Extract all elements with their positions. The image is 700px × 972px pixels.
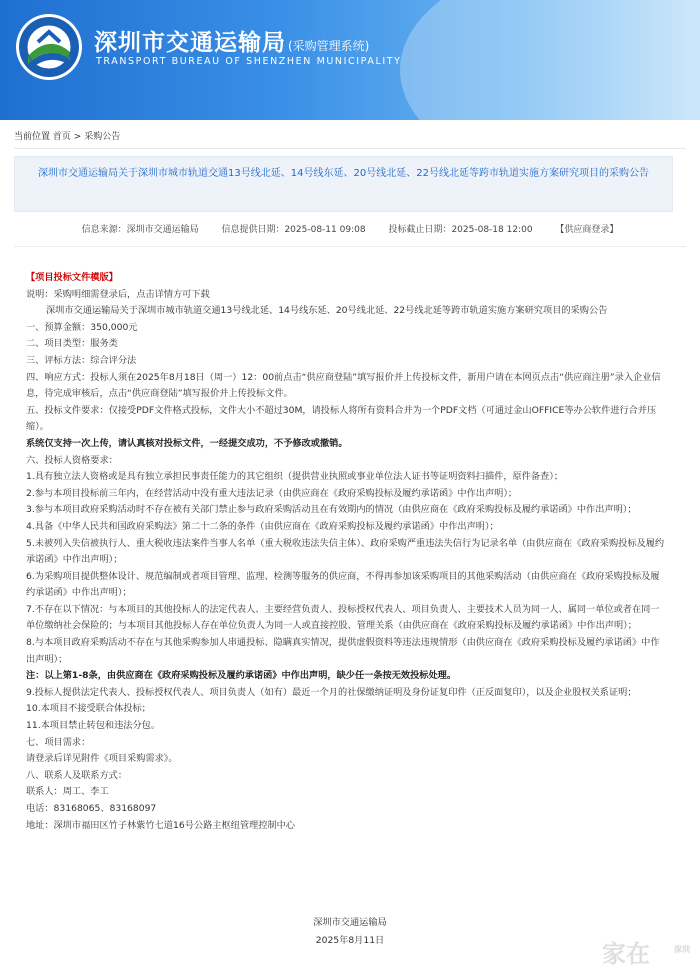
meta-source: 信息来源：深圳市交通运输局 bbox=[81, 225, 199, 235]
site-title-main: 深圳市交通运输局 bbox=[94, 30, 286, 56]
header-glow bbox=[400, 0, 700, 120]
notice-title: 深圳市交通运输局关于深圳市城市轨道交通13号线北延、14号线东延、20号线北延、22号线北延等跨市轨道实施方案研究项目的采购公告 bbox=[38, 168, 649, 179]
breadcrumb-home[interactable]: 首页 bbox=[52, 132, 71, 142]
upload-warning: 系统仅支持一次上传，请认真核对投标文件，一经提交成功，不予修改或撤销。 bbox=[26, 437, 348, 449]
meta-provided-date: 信息提供日期：2025-08-11 09:08 bbox=[221, 225, 366, 235]
breadcrumb bbox=[14, 129, 120, 142]
file-requirement-text: 五、投标文件要求：仅接受PDF文件格式投标，文件大小不超过30M，请投标人将所有资料合并为一个PDF文档（可通过金山OFFICE等办公软件进行合并压缩）。 bbox=[26, 404, 657, 433]
contact-title: 八、联系人及联系方式： bbox=[26, 769, 128, 781]
site-title bbox=[94, 24, 369, 57]
qualification-1: 1.具有独立法人资格或是具有独立承担民事责任能力的其它组织（提供营业执照或事业单位法人证书等证明资料扫描件，原件备查）； bbox=[26, 471, 564, 483]
watermark bbox=[602, 934, 694, 968]
qualification-7: 7.不存在以下情况：与本项目的其他投标人的法定代表人、主要经营负责人、投标授权代表人、项目负责人、主要技术人员为同一人、属同一单位或者在同一单位缴纳社会保险的；与本项目其他投标人存在单位负责人为同一人或直接控股、管理关系（由供应商在《政府采购投标及履约承诺函》中作出声明）； bbox=[26, 603, 660, 632]
watermark-text: 家在 bbox=[602, 940, 650, 968]
breadcrumb-separator: > bbox=[73, 132, 82, 142]
qualification-2: 2.参与本项目投标前三年内，在经营活动中没有重大违法记录（由供应商在《政府采购投标及履约承诺函》中作出声明）； bbox=[26, 487, 518, 499]
bureau-logo-icon bbox=[14, 12, 84, 82]
qualification-10: 10.本项目不接受联合体投标； bbox=[26, 703, 151, 715]
breadcrumb-divider bbox=[14, 148, 686, 149]
site-title-sub: (采购管理系统) bbox=[288, 39, 370, 53]
breadcrumb-label: 当前位置 bbox=[14, 132, 51, 142]
budget-text: 一、预算金额：350,000元 bbox=[26, 321, 138, 333]
site-header bbox=[0, 0, 700, 120]
qualification-6: 6.为采购项目提供整体设计、规范编制或者项目管理、监理、检测等服务的供应商，不得再参加该采购项目的其他采购活动（由供应商在《政府采购投标及履约承诺函》中作出声明）； bbox=[26, 570, 660, 599]
watermark-small-text: 深圳 bbox=[674, 945, 690, 954]
qualification-5: 5.未被列入失信被执行人、重大税收违法案件当事人名单（重大税收违法失信主体）、政府采购严重违法失信行为记录名单（由供应商在《政府采购投标及履约承诺函》中作出声明）； bbox=[26, 537, 665, 566]
notice-title-box bbox=[14, 156, 673, 212]
response-text: 四、响应方式：投标人须在2025年8月18日（周一）12：00前点击“供应商登陆”填写报价并上传投标文件，新用户请在本网页点击“供应商注册”录入企业信息，待完成审核后，点击“供应商登陆”填写报价并上传投标文件。 bbox=[26, 371, 661, 400]
qualification-note: 注：以上第1-8条，由供应商在《政府采购投标及履约承诺函》中作出声明，缺少任一条按无效投标处理。 bbox=[26, 670, 457, 682]
project-type-text: 二、项目类型：服务类 bbox=[26, 338, 118, 350]
qualification-11: 11.本项目禁止转包和违法分包。 bbox=[26, 720, 161, 732]
footer-date: 2025年8月11日 bbox=[315, 935, 385, 946]
meta-deadline: 投标截止日期：2025-08-18 12:00 bbox=[388, 225, 533, 235]
contact-address: 地址：深圳市福田区竹子林紫竹七道16号公路主枢纽管理控制中心 bbox=[26, 819, 295, 831]
contact-person: 联系人：周工、李工 bbox=[26, 786, 109, 798]
qualification-title: 六、投标人资格要求： bbox=[26, 454, 118, 466]
breadcrumb-current[interactable]: 采购公告 bbox=[84, 132, 121, 142]
notice-meta bbox=[14, 222, 686, 235]
desc-text: 说明：采购明细需登录后，点击详情方可下载 bbox=[26, 288, 210, 300]
qualification-9: 9.投标人提供法定代表人、投标授权代表人、项目负责人（如有）最近一个月的社保缴纳证明及身份证复印件（正反面复印），以及企业股权关系证明； bbox=[26, 686, 637, 698]
notice-content bbox=[26, 270, 666, 834]
eval-method-text: 三、评标方法：综合评分法 bbox=[26, 354, 137, 366]
qualification-3: 3.参与本项目政府采购活动时不存在被有关部门禁止参与政府采购活动且在有效期内的情况（由供应商在《政府采购投标及履约承诺函》中作出声明）； bbox=[26, 504, 637, 516]
notice-footer bbox=[0, 914, 700, 950]
footer-org: 深圳市交通运输局 bbox=[313, 917, 387, 928]
requirement-text: 请登录后详见附件《项目采购需求》。 bbox=[26, 753, 178, 765]
template-section-title[interactable]: 【项目投标文件模版】 bbox=[26, 272, 118, 283]
supplier-login-link[interactable]: 【供应商登录】 bbox=[555, 225, 619, 235]
qualification-8: 8.与本项目政府采购活动不存在与其他采购参加人串通投标、隐瞒真实情况，提供虚假资料等违法违规情形（由供应商在《政府采购投标及履约承诺函》中作出声明）； bbox=[26, 637, 660, 665]
contact-phone: 电话：83168065、83168097 bbox=[26, 803, 157, 814]
requirement-title: 七、项目需求： bbox=[26, 736, 91, 748]
subject-text: 深圳市交通运输局关于深圳市城市轨道交通13号线北延、14号线东延、20号线北延、22号线北延等跨市轨道实施方案研究项目的采购公告 bbox=[46, 305, 608, 317]
qualification-4: 4.具备《中华人民共和国政府采购法》第二十二条的条件（由供应商在《政府采购投标及履约承诺函》中作出声明）； bbox=[26, 520, 499, 532]
meta-divider bbox=[14, 246, 686, 247]
site-title-en: TRANSPORT BUREAU OF SHENZHEN MUNICIPALITY bbox=[96, 56, 402, 67]
